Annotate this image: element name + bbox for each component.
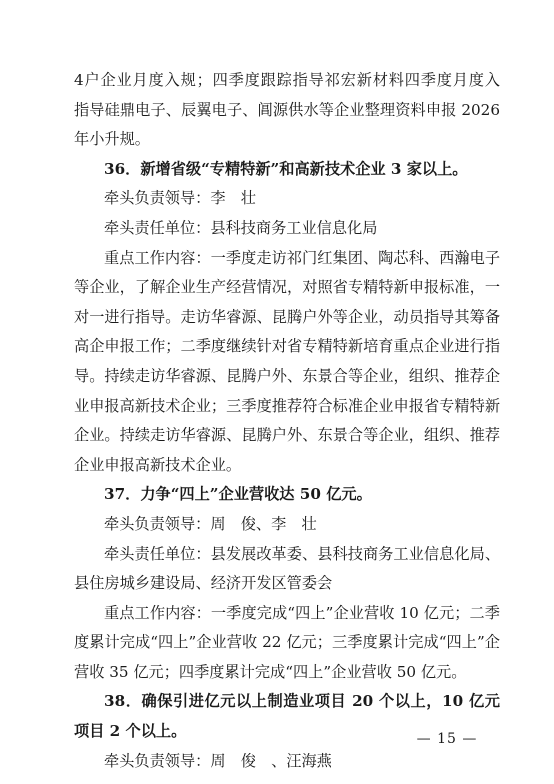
- body-text-line: 重点工作内容：一季度完成“四上”企业营收 10 亿元；二季: [104, 603, 500, 622]
- body-text-line: 牵头负责领导：李 壮: [104, 189, 256, 208]
- body-text-line: 企业申报高新技术企业。: [74, 455, 242, 474]
- section-heading-line: 38．确保引进亿元以上制造业项目 20 个以上，10 亿元: [104, 692, 500, 711]
- section-heading-line: 项目 2 个以上。: [74, 722, 187, 741]
- body-text-line: 对一进行指导。走访华睿源、昆腾户外等企业，动员指导其筹备: [74, 307, 500, 326]
- body-text-line: 年小升规。: [74, 130, 150, 149]
- body-text-line: 重点工作内容：一季度走访祁门红集团、陶芯科、西瀚电子: [104, 248, 500, 267]
- document-body: [74, 66, 500, 776]
- page-number-prefix: —: [416, 731, 432, 747]
- body-text-line: 县住房城乡建设局、经济开发区管委会: [74, 574, 333, 593]
- body-text-line: 牵头负责领导：周 俊 、汪海燕: [104, 751, 332, 770]
- body-text-line: 等企业，了解企业生产经营情况，对照省专精特新申报标准，一: [74, 278, 500, 297]
- page-number: 15: [437, 731, 457, 747]
- body-text-line: 牵头责任单位：县发展改革委、县科技商务工业信息化局、: [104, 544, 500, 563]
- body-text-line: 4户企业月度入规；四季度跟踪指导祁宏新材料四季度月度入: [74, 71, 500, 89]
- body-text-line: 指导硅鼎电子、辰翼电子、阊源供水等企业整理资料申报 2026: [74, 100, 500, 119]
- page-footer: [412, 730, 482, 748]
- section-heading-line: 36．新增省级“专精特新”和高新技术企业 3 家以上。: [104, 159, 468, 178]
- body-text-line: 高企申报工作；二季度继续针对省专精特新培育重点企业进行指: [74, 337, 500, 356]
- body-text-line: 导。持续走访华睿源、昆腾户外、东景合等企业，组织、推荐企: [74, 366, 500, 385]
- body-text-line: 牵头负责领导：周 俊、李 壮: [104, 514, 317, 533]
- body-text-line: 度累计完成“四上”企业营收 22 亿元；三季度累计完成“四上”企: [74, 633, 500, 652]
- body-text-line: 业申报高新技术企业；三季度推荐符合标准企业申报省专精特新: [74, 396, 500, 415]
- page-number-suffix: —: [462, 731, 478, 747]
- section-heading-line: 37．力争“四上”企业营收达 50 亿元。: [104, 485, 372, 504]
- body-text-line: 牵头责任单位：县科技商务工业信息化局: [104, 218, 378, 237]
- body-text-line: 企业。持续走访华睿源、昆腾户外、东景合等企业，组织、推荐: [74, 426, 500, 445]
- body-text-line: 营收 35 亿元；四季度累计完成“四上”企业营收 50 亿元。: [74, 662, 467, 681]
